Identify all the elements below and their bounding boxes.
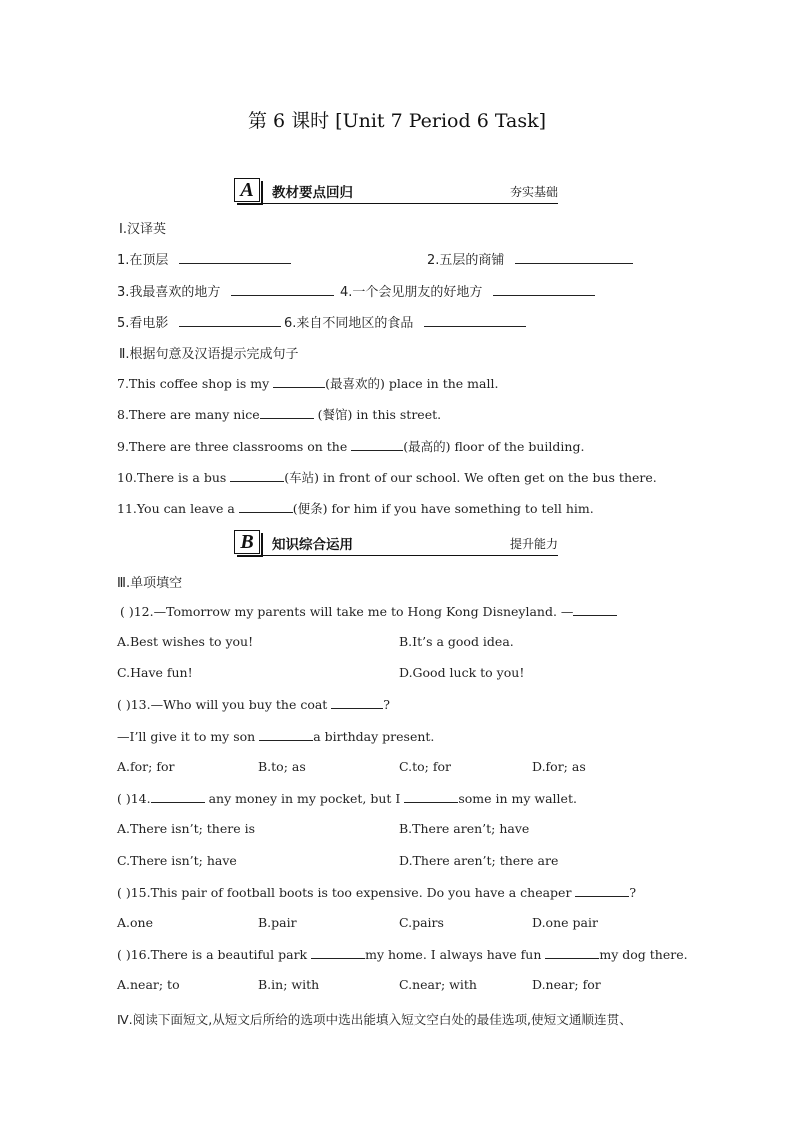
- question-14: ( )14. any money in my pocket, but I some in my wallet.: [117, 791, 577, 806]
- option-16a[interactable]: A.near; to: [117, 977, 180, 992]
- answer-blank[interactable]: [311, 946, 365, 959]
- part2-item-8: 8.There are many nice (餐馆) in this street.: [117, 407, 442, 422]
- answer-blank[interactable]: [179, 251, 291, 264]
- question-13-reply: —I’ll give it to my son a birthday present.: [117, 729, 435, 744]
- option-13d[interactable]: D.for; as: [532, 759, 586, 774]
- section-b-divider: [262, 555, 558, 556]
- part2-item-9: 9.There are three classrooms on the (最高的) floor of the building.: [117, 439, 585, 454]
- question-15: ( )15.This pair of football boots is too expensive. Do you have a cheaper ?: [117, 885, 637, 900]
- option-15c[interactable]: C.pairs: [399, 915, 444, 930]
- option-15b[interactable]: B.pair: [258, 915, 297, 930]
- option-14b[interactable]: B.There aren’t; have: [399, 821, 530, 836]
- section-b-badge: B: [234, 530, 260, 554]
- option-14c[interactable]: C.There isn’t; have: [117, 853, 237, 868]
- answer-blank[interactable]: [331, 696, 383, 709]
- answer-blank[interactable]: [231, 283, 334, 296]
- answer-blank[interactable]: [260, 406, 314, 419]
- part2-heading: Ⅱ.根据句意及汉语提示完成句子: [119, 347, 299, 362]
- part2-item-10: 10.There is a bus (车站) in front of our school. We often get on the bus there.: [117, 470, 657, 485]
- option-13c[interactable]: C.to; for: [399, 759, 451, 774]
- part1-item-6: 6.来自不同地区的食品: [284, 312, 526, 331]
- section-b-tag: 提升能力: [509, 537, 558, 551]
- answer-blank[interactable]: [545, 946, 599, 959]
- answer-blank[interactable]: [239, 500, 293, 513]
- option-14a[interactable]: A.There isn’t; there is: [117, 821, 256, 836]
- section-a-divider: [262, 203, 558, 204]
- answer-blank[interactable]: [493, 283, 595, 296]
- section-a-tag: 夯实基础: [509, 185, 558, 199]
- question-12: ( )12.—Tomorrow my parents will take me to Hong Kong Disneyland. —: [120, 603, 617, 619]
- part1-item-1: 1.在顶层: [117, 249, 291, 268]
- section-a-label: 教材要点回归: [272, 185, 353, 201]
- answer-blank[interactable]: [151, 790, 205, 803]
- option-12c[interactable]: C.Have fun!: [117, 665, 193, 680]
- option-16c[interactable]: C.near; with: [399, 977, 477, 992]
- answer-blank[interactable]: [259, 728, 313, 741]
- part1-item-2: 2.五层的商铺: [427, 249, 633, 268]
- part3-heading: Ⅲ.单项填空: [117, 576, 183, 591]
- answer-blank[interactable]: [424, 314, 526, 327]
- option-16d[interactable]: D.near; for: [532, 977, 601, 992]
- option-13b[interactable]: B.to; as: [258, 759, 306, 774]
- option-12d[interactable]: D.Good luck to you!: [399, 665, 525, 680]
- option-14d[interactable]: D.There aren’t; there are: [399, 853, 559, 868]
- section-a-banner: [234, 178, 558, 204]
- section-b-label: 知识综合运用: [272, 537, 353, 553]
- option-16b[interactable]: B.in; with: [258, 977, 320, 992]
- answer-blank[interactable]: [351, 438, 403, 451]
- answer-blank[interactable]: [404, 790, 458, 803]
- part1-heading: Ⅰ.汉译英: [119, 222, 166, 237]
- part2-item-7: 7.This coffee shop is my (最喜欢的) place in the mall.: [117, 376, 499, 391]
- part1-item-4: 4.一个会见朋友的好地方: [340, 281, 595, 300]
- option-15d[interactable]: D.one pair: [532, 915, 598, 930]
- part1-item-5: 5.看电影: [117, 312, 281, 331]
- option-15a[interactable]: A.one: [117, 915, 153, 930]
- answer-blank[interactable]: [575, 884, 629, 897]
- question-13: ( )13.—Who will you buy the coat ?: [117, 697, 390, 712]
- answer-blank[interactable]: [573, 603, 617, 616]
- option-12b[interactable]: B.It’s a good idea.: [399, 634, 514, 649]
- question-16: ( )16.There is a beautiful park my home. I always have fun my dog there.: [117, 947, 688, 962]
- answer-blank[interactable]: [179, 314, 281, 327]
- option-12a[interactable]: A.Best wishes to you!: [117, 634, 254, 649]
- page-title: 第 6 课时 [Unit 7 Period 6 Task]: [247, 110, 547, 132]
- option-13a[interactable]: A.for; for: [117, 759, 175, 774]
- part4-heading: Ⅳ.阅读下面短文,从短文后所给的选项中选出能填入短文空白处的最佳选项,使短文通顺连贯、: [117, 1012, 632, 1027]
- section-a-badge: A: [234, 178, 260, 202]
- answer-blank[interactable]: [515, 251, 633, 264]
- answer-blank[interactable]: [230, 469, 284, 482]
- section-b-banner: [234, 530, 558, 556]
- answer-blank[interactable]: [273, 375, 325, 388]
- part1-item-3: 3.我最喜欢的地方: [117, 281, 334, 300]
- part2-item-11: 11.You can leave a (便条) for him if you have something to tell him.: [117, 501, 594, 516]
